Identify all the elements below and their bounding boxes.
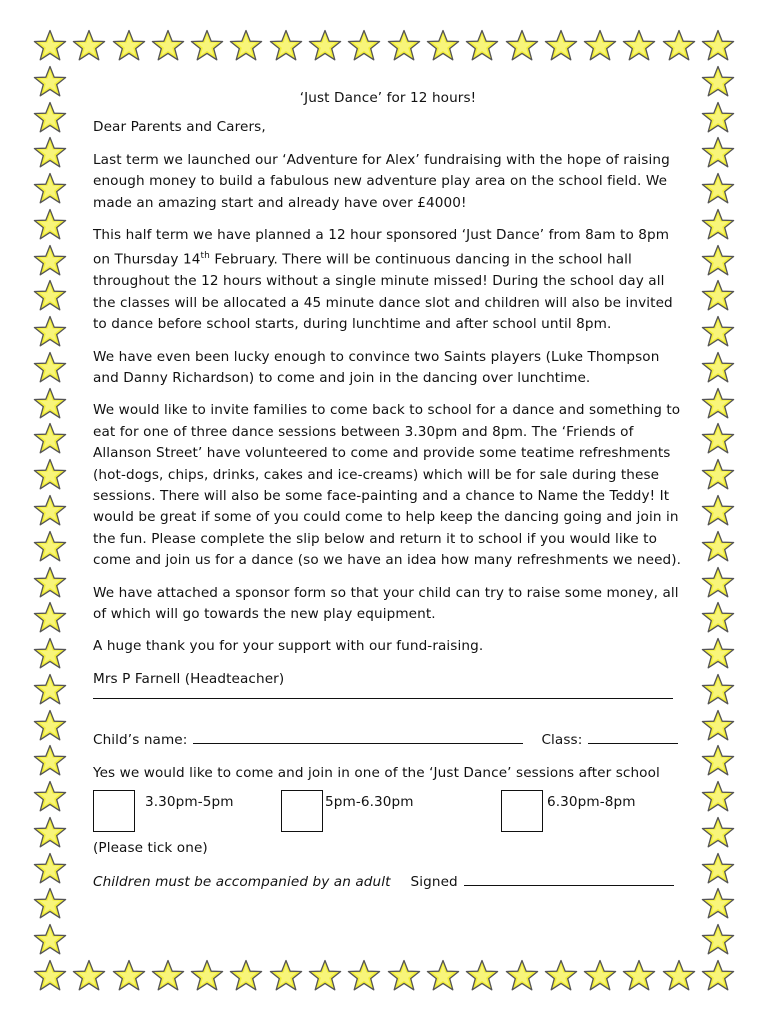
option-6-30-8pm[interactable] [501, 790, 636, 832]
star-icon [701, 351, 735, 385]
event-text-part1: This half term we have planned a 12 hour sponsored ‘Just Dance’ from 8am to 8pm on Thursday 14 [93, 227, 670, 268]
class-label: Class: [541, 732, 583, 749]
star-icon [33, 709, 67, 743]
star-icon [701, 172, 735, 206]
star-icon [662, 959, 696, 993]
star-icon [701, 387, 735, 421]
paragraph-invitation: We would like to invite families to come back to school for a dance and something to eat for one of three dance sessions between 3.30pm and 8pm. The ‘Friends of Allanson Street’ have volunteered to come and provide some teatime refreshments (hot-dogs, chips, drinks, cakes and ice-creams) which will be for sale during these sessions. There will also be some face-painting and a chance to Name the Teddy! It would be great if some of you could come to help keep the dancing going and join in the fun. Please complete the slip below and return it to school if you would like to come and join us for a dance (so we have an idea how many refreshments we need). [93, 402, 682, 569]
accompany-note: Children must be accompanied by an adult [93, 873, 391, 890]
star-icon [229, 29, 263, 63]
paragraph-saints-players: We have even been lucky enough to convince two Saints players (Luke Thompson and Danny Richardson) to come and join in the dancing over lunchtime. [93, 348, 660, 386]
star-icon [33, 315, 67, 349]
star-icon [662, 29, 696, 63]
star-icon [33, 852, 67, 886]
signature-row [93, 871, 683, 893]
event-text-superscript: th [200, 251, 210, 262]
star-icon [33, 887, 67, 921]
star-icon [583, 29, 617, 63]
star-icon [701, 422, 735, 456]
cut-line [93, 698, 673, 699]
yes-statement: Yes we would like to come and join in one of the ‘Just Dance’ sessions after school [93, 764, 660, 781]
star-icon [33, 422, 67, 456]
option-label: 5pm-6.30pm [325, 794, 414, 811]
paragraph-sponsor-form: We have attached a sponsor form so that your child can try to raise some money, all of which will go towards the new play equipment. [93, 584, 679, 623]
session-options [93, 790, 683, 834]
star-icon [701, 673, 735, 707]
star-icon [33, 673, 67, 707]
star-icon [190, 29, 224, 63]
star-icon [701, 637, 735, 671]
child-name-label: Child’s name: [93, 732, 188, 749]
option-label: 6.30pm-8pm [547, 794, 636, 811]
star-icon [701, 852, 735, 886]
signature: Mrs P Farnell (Headteacher) [93, 670, 285, 687]
star-icon [701, 566, 735, 600]
tick-box[interactable] [501, 790, 543, 832]
option-label: 3.30pm-5pm [145, 794, 234, 811]
star-icon [33, 780, 67, 814]
paragraph-fundraising: Last term we launched our ‘Adventure for Alex’ fundraising with the hope of raising enough money to build a fabulous new adventure play area on the school field. We made an amazing start and already have over £4000! [93, 151, 670, 211]
star-icon [151, 29, 185, 63]
star-icon [701, 101, 735, 135]
star-icon [701, 887, 735, 921]
star-icon [701, 816, 735, 850]
star-icon [622, 959, 656, 993]
star-icon [33, 65, 67, 99]
star-icon [505, 29, 539, 63]
star-icon [112, 959, 146, 993]
star-icon [33, 351, 67, 385]
star-icon [33, 816, 67, 850]
star-icon [701, 780, 735, 814]
star-icon [347, 29, 381, 63]
class-field[interactable] [588, 729, 678, 744]
option-3-30-5pm[interactable] [93, 790, 234, 832]
star-icon [544, 959, 578, 993]
star-icon [33, 923, 67, 957]
star-icon [465, 29, 499, 63]
star-icon [190, 959, 224, 993]
star-icon [33, 136, 67, 170]
star-icon [33, 172, 67, 206]
child-name-field[interactable] [193, 729, 523, 744]
tick-box[interactable] [281, 790, 323, 832]
star-icon [701, 244, 735, 278]
star-icon [33, 387, 67, 421]
star-icon [387, 29, 421, 63]
signature-field[interactable] [464, 871, 674, 886]
star-icon [33, 637, 67, 671]
star-icon [701, 959, 735, 993]
star-icon [269, 29, 303, 63]
star-icon [701, 29, 735, 63]
star-icon [229, 959, 263, 993]
star-icon [33, 494, 67, 528]
star-icon [701, 208, 735, 242]
tick-box[interactable] [93, 790, 135, 832]
star-icon [308, 959, 342, 993]
star-icon [33, 279, 67, 313]
star-icon [269, 959, 303, 993]
star-icon [426, 959, 460, 993]
star-icon [701, 923, 735, 957]
star-icon [33, 959, 67, 993]
star-icon [701, 65, 735, 99]
tick-note: (Please tick one) [93, 840, 208, 857]
star-icon [33, 244, 67, 278]
star-icon [33, 29, 67, 63]
star-icon [701, 530, 735, 564]
star-icon [505, 959, 539, 993]
star-icon [33, 101, 67, 135]
star-icon [112, 29, 146, 63]
star-icon [544, 29, 578, 63]
star-icon [465, 959, 499, 993]
paragraph-thanks: A huge thank you for your support with our fund-raising. [93, 638, 484, 655]
star-icon [33, 601, 67, 635]
option-5-6-30pm[interactable] [281, 790, 414, 832]
star-icon [701, 494, 735, 528]
child-name-row [93, 729, 683, 751]
signed-label: Signed [410, 873, 458, 890]
star-icon [72, 959, 106, 993]
event-text-part2: February. There will be continuous dancing in the school hall throughout the 12 hours without a single minute missed! During the school day all the classes will be allocated a 45 minute dance slot and children will also be invited to dance before school starts, during lunchtime and after school until 8pm. [93, 251, 673, 333]
letter-title: ‘Just Dance’ for 12 hours! [299, 90, 477, 106]
star-icon [426, 29, 460, 63]
letter [93, 88, 683, 893]
star-icon [347, 959, 381, 993]
star-icon [33, 566, 67, 600]
star-icon [701, 458, 735, 492]
greeting: Dear Parents and Carers, [93, 119, 266, 136]
star-icon [701, 315, 735, 349]
star-icon [33, 458, 67, 492]
star-icon [33, 530, 67, 564]
star-icon [151, 959, 185, 993]
star-icon [33, 744, 67, 778]
paragraph-event [93, 225, 683, 336]
star-icon [701, 601, 735, 635]
star-icon [701, 136, 735, 170]
star-icon [72, 29, 106, 63]
star-icon [701, 709, 735, 743]
star-icon [583, 959, 617, 993]
star-icon [701, 744, 735, 778]
star-icon [622, 29, 656, 63]
star-icon [387, 959, 421, 993]
star-icon [308, 29, 342, 63]
star-icon [33, 208, 67, 242]
star-icon [701, 279, 735, 313]
